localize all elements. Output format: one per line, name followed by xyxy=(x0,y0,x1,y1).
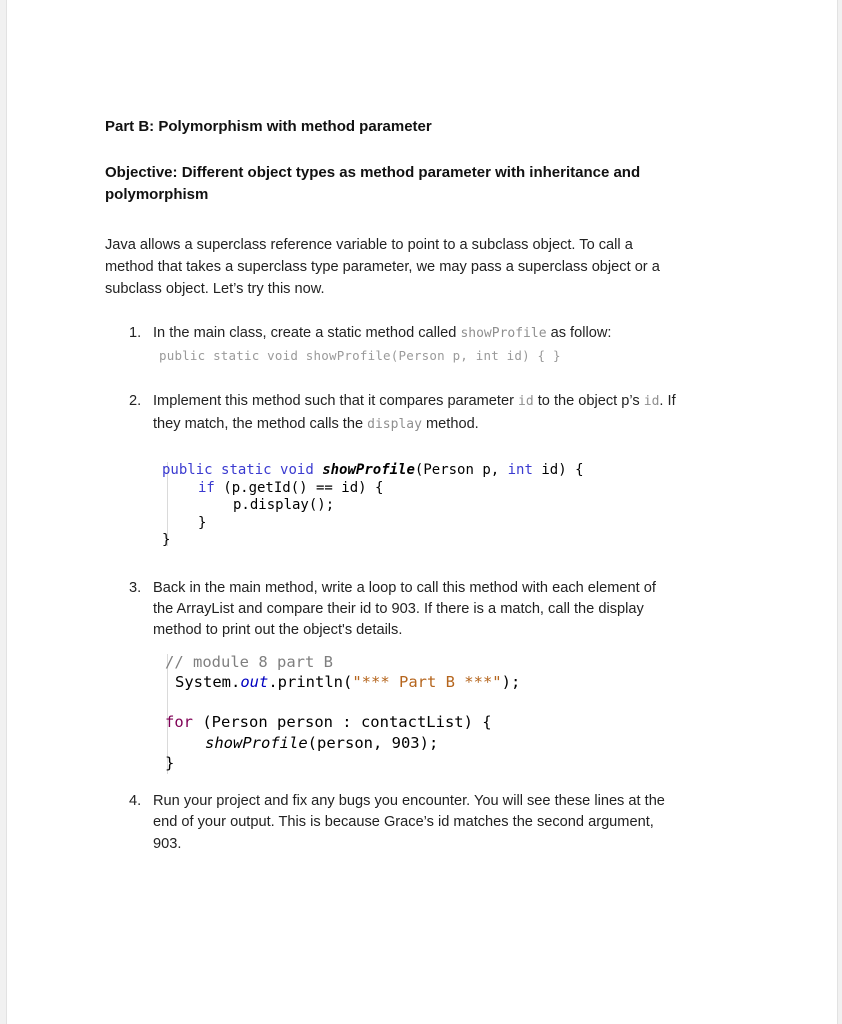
code-2-for xyxy=(165,713,492,731)
objective-line-2: polymorphism xyxy=(105,186,209,203)
params-b: id) { xyxy=(532,462,584,478)
keyword-int: int xyxy=(507,462,533,478)
step-2-text-b: to the object p’s xyxy=(533,393,644,409)
step-1-signature: public static void showProfile(Person p, int id) { } xyxy=(159,348,561,363)
step-2-text-a: Implement this method such that it compares parameter xyxy=(153,393,519,409)
comment-text: // module 8 part B xyxy=(165,653,333,671)
step-2-line-2 xyxy=(153,416,479,432)
method-name: showProfile xyxy=(322,462,415,478)
step-3-number: 3. xyxy=(129,580,142,596)
document-page xyxy=(6,0,838,1024)
code-2-comment xyxy=(165,653,333,671)
step-2-code-id: id xyxy=(518,394,534,409)
intro-line-1: Java allows a superclass reference variable to point to a subclass object. To call a xyxy=(105,237,633,253)
step-1-text-after: as follow: xyxy=(546,325,612,341)
step-2-number: 2. xyxy=(129,393,142,409)
objective-line-1: Objective: Different object types as method parameter with inheritance and xyxy=(105,164,641,181)
step-1-text xyxy=(153,325,611,341)
step-1-text-before: In the main class, create a static method called xyxy=(153,325,461,341)
keyword-for: for xyxy=(165,713,193,731)
params-a: (Person p, xyxy=(414,462,508,478)
keyword-public: public xyxy=(162,462,213,478)
step-4-line-2: end of your output. This is because Grace’s id matches the second argument, xyxy=(153,814,654,830)
step-2-code-id-2: id xyxy=(643,394,660,409)
step-4-line-1: Run your project and fix any bugs you encounter. You will see these lines at the xyxy=(153,793,665,809)
code-1-line-4: } xyxy=(198,515,207,531)
code-1-line-5: } xyxy=(162,532,171,548)
intro-line-2: method that takes a superclass type parameter, we may pass a superclass object or a xyxy=(105,259,660,275)
system-text: System. xyxy=(175,673,241,691)
section-title: Part B: Polymorphism with method parameter xyxy=(105,118,432,135)
out-field: out xyxy=(240,673,269,691)
code-2-println xyxy=(175,673,520,691)
call-args: (person, 903); xyxy=(307,734,439,752)
code-1-line-1 xyxy=(162,462,584,478)
step-3-line-3: method to print out the object's details. xyxy=(153,622,403,638)
code-2-call xyxy=(205,734,438,752)
step-2-text-d: they match, the method calls the xyxy=(153,416,368,432)
call-name: showProfile xyxy=(205,734,308,752)
code-1-line-2 xyxy=(198,480,383,496)
keyword-void: void xyxy=(280,462,314,478)
step-3-line-1: Back in the main method, write a loop to call this method with each element of xyxy=(153,580,656,596)
step-4-number: 4. xyxy=(129,793,142,809)
if-condition: (p.getId() == id) { xyxy=(214,480,384,496)
step-3-line-2: the ArrayList and compare their id to 903. If there is a match, call the display xyxy=(153,601,644,617)
step-2-line-1 xyxy=(153,393,676,409)
keyword-static: static xyxy=(221,462,272,478)
intro-line-3: subclass object. Let’s try this now. xyxy=(105,281,325,297)
for-rest: (Person person : contactList) { xyxy=(193,713,492,731)
println-b: ); xyxy=(501,673,521,691)
step-2-text-c: . If xyxy=(659,393,676,409)
code-2-close: } xyxy=(165,754,175,772)
step-1-number: 1. xyxy=(129,325,142,341)
code-1-line-3: p.display(); xyxy=(233,497,335,513)
keyword-if: if xyxy=(198,480,215,496)
step-2-text-e: method. xyxy=(421,416,479,432)
step-4-line-3: 903. xyxy=(153,836,182,852)
string-literal: "*** Part B ***" xyxy=(352,673,502,691)
println-a: .println( xyxy=(268,673,353,691)
step-2-code-display: display xyxy=(367,417,422,432)
step-1-code-name: showProfile xyxy=(460,326,547,341)
